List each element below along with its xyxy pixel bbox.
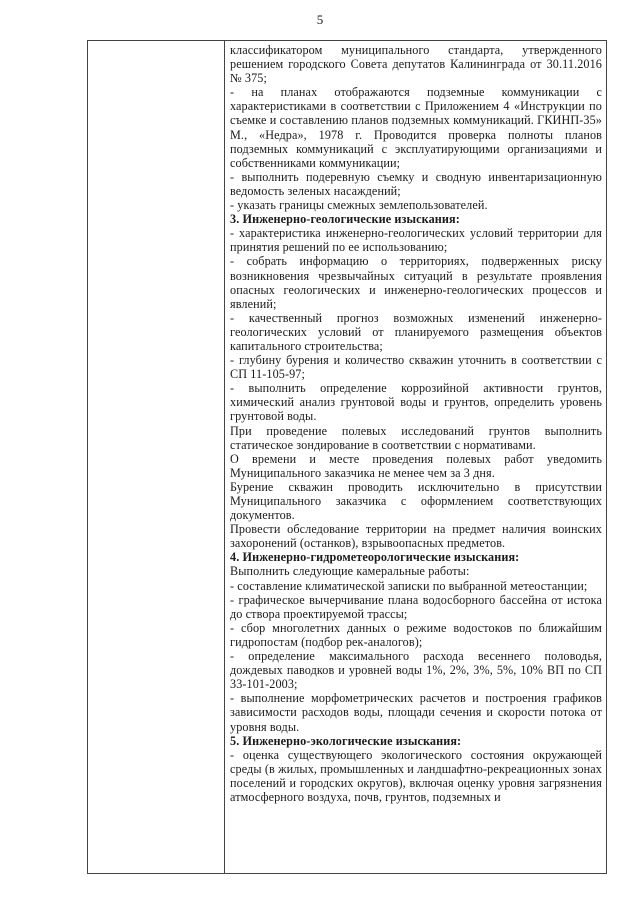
paragraph: - выполнить подеревную съемку и сводную инвентаризационную ведомость зеленых насаждений; (230, 169, 602, 198)
paragraph: классификатором муниципального стандарта, утвержденного решением городского Совета депутатов Калининграда от 30.11.2016 № 375; (230, 43, 602, 86)
paragraph: - определение максимального расхода весеннего половодья, дождевых паводков и уровней воды 1%, 2%, 3%, 5%, 10% ВП по СП 33-101-2003; (230, 649, 602, 692)
section-heading: 3. Инженерно-геологические изыскания: (230, 212, 460, 227)
left-column-cell (88, 41, 225, 874)
spec-table (87, 40, 607, 874)
paragraph: - указать границы смежных землепользователей. (230, 198, 488, 213)
right-column-cell (225, 41, 607, 874)
paragraph: - сбор многолетних данных о режиме водостоков по ближайшим гидропостам (подбор рек-аналогов); (230, 620, 602, 649)
paragraph: - характеристика инженерно-геологических условий территории для принятия решений по ее использованию; (230, 226, 602, 255)
paragraph: - на планах отображаются подземные коммуникации с характеристиками в соответствии с Приложением 4 «Инструкции по съемке и составлению планов подземных коммуникаций. ГКИНП-35» М., «Недра», 1978 г. Проводится проверка полноты планов подземных коммуникаций с эксплуатирующими организациями и собственниками коммуникации; (230, 85, 602, 170)
paragraph: Бурение скважин проводить исключительно в присутствии Муниципального заказчика с оформлением соответствующих документов. (230, 479, 602, 523)
paragraph: - выполнить определение коррозийной активности грунтов, химический анализ грунтовой воды и грунтов, определить уровень грунтовой воды. (230, 381, 602, 424)
paragraph: О времени и месте проведения полевых работ уведомить Муниципального заказчика не менее чем за 3 дня. (230, 451, 602, 480)
paragraph: При проведение полевых исследований грунтов выполнить статическое зондирование в соответствии с нормативами. (230, 423, 602, 452)
paragraph: - глубину бурения и количество скважин уточнить в соответствии с СП 11-105-97; (230, 353, 602, 382)
paragraph: Провести обследование территории на предмет наличия воинских захоронений (останков), взрывоопасных предметов. (230, 522, 602, 551)
requirements-text (230, 43, 602, 804)
paragraph: - оценка существующего экологического состояния окружающей среды (в жилых, промышленных и ландшафтно-рекреационных зонах поселений и городских округов), включая оценку уровня загрязнения атмосферного воздуха, почв, грунтов, подземных и (230, 747, 602, 804)
section-heading: 4. Инженерно-гидрометеорологические изыскания: (230, 550, 520, 565)
page-number: 5 (316, 12, 324, 27)
paragraph: - графическое вычерчивание плана водосборного бассейна от истока до створа проектируемой трассы; (230, 592, 602, 621)
section-heading: 5. Инженерно-экологические изыскания: (230, 733, 462, 748)
paragraph: Выполнить следующие камеральные работы: (230, 564, 470, 579)
paragraph: - составление климатической записки по выбранной метеостанции; (230, 578, 588, 593)
paragraph: - качественный прогноз возможных изменений инженерно-геологических условий от планируемого размещения объектов капитального строительства; (230, 310, 602, 353)
paragraph: - собрать информацию о территориях, подверженных риску возникновения чрезвычайных ситуаций в результате проявления опасных геологических и инженерно-геологических процессов и явлений; (230, 254, 602, 311)
paragraph: - выполнение морфометрических расчетов и построения графиков зависимости расходов воды, площади сечения и скорости потока от уровня воды. (230, 691, 602, 734)
